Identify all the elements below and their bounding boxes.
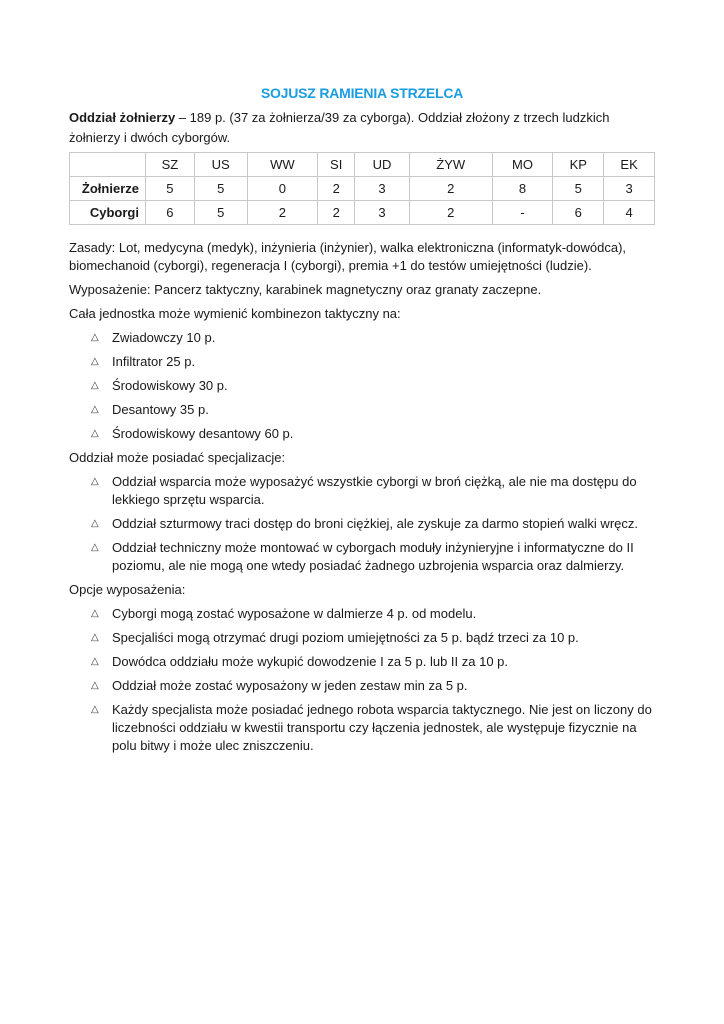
list-item-text: Dowódca oddziału może wykupić dowodzenie I za 5 p. lub II za 10 p. — [112, 654, 509, 669]
stat-cell: 5 — [553, 177, 604, 201]
stat-cell: 2 — [409, 201, 492, 225]
triangle-bullet-icon: △ — [91, 404, 99, 415]
stat-cell: 5 — [146, 177, 195, 201]
stats-header-row — [70, 153, 655, 177]
unit-intro — [69, 108, 655, 148]
list-item — [69, 353, 655, 371]
list-item-text: Specjaliści mogą otrzymać drugi poziom umiejętności za 5 p. bądź trzeci za 10 p. — [112, 630, 579, 645]
stat-cell: 6 — [146, 201, 195, 225]
stats-header-cell: ŻYW — [409, 153, 492, 177]
list-item — [69, 515, 655, 533]
list-item — [69, 329, 655, 347]
stat-cell: 3 — [355, 201, 410, 225]
list-item — [69, 677, 655, 695]
page-title: SOJUSZ RAMIENIA STRZELCA — [260, 85, 464, 101]
stats-header-cell: SZ — [146, 153, 195, 177]
list-item-text: Zwiadowczy 10 p. — [112, 330, 216, 345]
equipment-options-list — [69, 605, 655, 755]
stat-cell: 6 — [553, 201, 604, 225]
list-item — [69, 629, 655, 647]
list-item — [69, 473, 655, 509]
list-item — [69, 401, 655, 419]
list-item-text: Oddział wsparcia może wyposażyć wszystkie cyborgi w broń ciężką, ale nie ma dostępu do lekkiego sprzętu wsparcia. — [112, 474, 637, 507]
unit-name: Oddział żołnierzy — [69, 110, 176, 125]
suit-options-list — [69, 329, 655, 443]
triangle-bullet-icon: △ — [91, 356, 99, 367]
list-item-text: Każdy specjalista może posiadać jednego robota wsparcia taktycznego. Nie jest on liczony do liczebności oddziału w kwestii transportu czy łączenia jednostek, ale występuje fizycznie na polu bitwy i może ulec zniszczeniu. — [112, 702, 652, 753]
stats-header-cell: MO — [492, 153, 553, 177]
stats-table — [69, 152, 655, 225]
spec-intro: Oddział może posiadać specjalizacje: — [69, 450, 286, 465]
stat-cell: 2 — [409, 177, 492, 201]
stats-header-cell: WW — [247, 153, 318, 177]
stats-header-cell: UD — [355, 153, 410, 177]
stat-cell: 5 — [194, 177, 247, 201]
equipment-paragraph: Wyposażenie: Pancerz taktyczny, karabinek magnetyczny oraz granaty zaczepne. — [69, 282, 542, 297]
row-label: Cyborgi — [70, 201, 146, 225]
list-item-text: Oddział szturmowy traci dostęp do broni ciężkiej, ale zyskuje za darmo stopień walki wręcz. — [112, 516, 638, 531]
stats-header-cell: EK — [604, 153, 655, 177]
stats-row-cyborgs — [70, 201, 655, 225]
stats-corner-cell — [70, 153, 146, 177]
triangle-bullet-icon: △ — [91, 332, 99, 343]
triangle-bullet-icon: △ — [91, 704, 99, 715]
unit-description: – 189 p. (37 za żołnierza/39 za cyborga). Oddział złożony z trzech ludzkich żołnierzy i dwóch cyborgów. — [69, 110, 610, 145]
stat-cell: - — [492, 201, 553, 225]
stat-cell: 3 — [604, 177, 655, 201]
stats-header-cell: US — [194, 153, 247, 177]
list-item-text: Oddział techniczny może montować w cyborgach moduły inżynieryjne i informatyczne do II poziomu, ale nie mogą one wtedy posiadać żadnego uzbrojenia wsparcia oraz dalmierzy. — [112, 540, 634, 573]
list-item — [69, 425, 655, 443]
suit-intro: Cała jednostka może wymienić kombinezon taktyczny na: — [69, 306, 401, 321]
list-item-text: Desantowy 35 p. — [112, 402, 209, 417]
stats-header-cell: SI — [318, 153, 355, 177]
spec-options-list — [69, 473, 655, 575]
stat-cell: 2 — [318, 201, 355, 225]
triangle-bullet-icon: △ — [91, 476, 99, 487]
document-body — [69, 239, 655, 761]
triangle-bullet-icon: △ — [91, 380, 99, 391]
list-item-text: Środowiskowy desantowy 60 p. — [112, 426, 294, 441]
stat-cell: 5 — [194, 201, 247, 225]
stat-cell: 2 — [318, 177, 355, 201]
stat-cell: 3 — [355, 177, 410, 201]
list-item — [69, 701, 655, 755]
rules-paragraph: Zasady: Lot, medycyna (medyk), inżynieria (inżynier), walka elektroniczna (informatyk-dowódca), biomechanoid (cyborgi), regeneracja I (cyborgi), premia +1 do testów umiejętności (ludzie). — [69, 240, 627, 273]
list-item — [69, 605, 655, 623]
options-intro: Opcje wyposażenia: — [69, 582, 186, 597]
stat-cell: 8 — [492, 177, 553, 201]
stat-cell: 2 — [247, 201, 318, 225]
triangle-bullet-icon: △ — [91, 518, 99, 529]
triangle-bullet-icon: △ — [91, 608, 99, 619]
list-item — [69, 539, 655, 575]
list-item-text: Cyborgi mogą zostać wyposażone w dalmierze 4 p. od modelu. — [112, 606, 477, 621]
stats-row-soldiers — [70, 177, 655, 201]
triangle-bullet-icon: △ — [91, 542, 99, 553]
stats-header-cell: KP — [553, 153, 604, 177]
stat-cell: 4 — [604, 201, 655, 225]
triangle-bullet-icon: △ — [91, 632, 99, 643]
row-label: Żołnierze — [70, 177, 146, 201]
stat-cell: 0 — [247, 177, 318, 201]
list-item — [69, 377, 655, 395]
triangle-bullet-icon: △ — [91, 656, 99, 667]
list-item-text: Oddział może zostać wyposażony w jeden zestaw min za 5 p. — [112, 678, 468, 693]
list-item — [69, 653, 655, 671]
list-item-text: Środowiskowy 30 p. — [112, 378, 228, 393]
list-item-text: Infiltrator 25 p. — [112, 354, 196, 369]
triangle-bullet-icon: △ — [91, 428, 99, 439]
triangle-bullet-icon: △ — [91, 680, 99, 691]
